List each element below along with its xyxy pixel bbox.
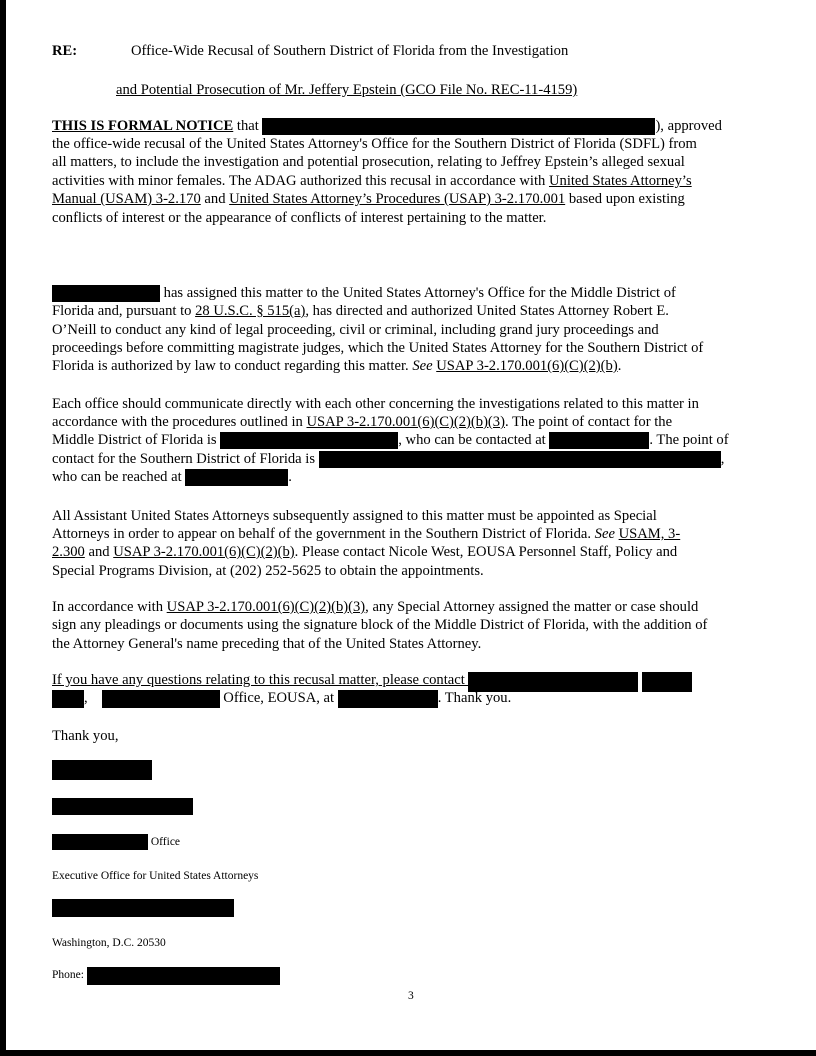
- p3-line-2: accordance with the procedures outlined in USAP 3-2.170.001(6)(C)(2)(b)(3). The point of contact for the: [52, 414, 673, 430]
- signature-city: Washington, D.C. 20530: [52, 937, 166, 949]
- usap-citation: United States Attorney’s Procedures (USAP) 3-2.170.001: [229, 191, 566, 207]
- redaction-block: [468, 672, 638, 692]
- signature-eousa: Executive Office for United States Attorneys: [52, 870, 259, 882]
- redaction-block: [185, 469, 288, 486]
- usam-link: United States Attorney’s: [548, 173, 692, 189]
- usap-citation: USAP 3-2.170.001(6)(C)(2)(b)(3): [166, 599, 366, 615]
- redaction-block: [52, 690, 84, 708]
- p6-line-1: If you have any questions relating to this recusal matter, please contact: [52, 672, 692, 692]
- usam-citation: Manual (USAM) 3-2.170: [52, 191, 201, 207]
- p1-line-2: the office-wide recusal of the United States Attorney's Office for the Southern District of Florida (SDFL) from: [52, 136, 697, 152]
- p3-line-3: Middle District of Florida is , who can be contacted at . The point of: [52, 432, 729, 448]
- p3-line-4: contact for the Southern District of Florida is ,: [52, 451, 725, 467]
- redaction-block: [52, 285, 160, 302]
- redaction-block: [52, 899, 234, 917]
- p1-line-4: activities with minor females. The ADAG authorized this recusal in accordance with United States Attorney’s: [52, 173, 692, 189]
- p3-line-1: Each office should communicate directly with each other concerning the investigations related to this matter in: [52, 396, 699, 412]
- redaction-block: [262, 118, 655, 135]
- p1-line-5: Manual (USAM) 3-2.170 and United States Attorney’s Procedures (USAP) 3-2.170.001 based upon existing: [52, 191, 685, 207]
- p2-line-5: Florida is authorized by law to conduct regarding this matter. See USAP 3-2.170.001(6)(C)(2)(b).: [52, 358, 622, 374]
- redaction-block: [642, 672, 692, 692]
- p5-line-3: the Attorney General's name preceding that of the United States Attorney.: [52, 636, 482, 652]
- re-subject-line-2: and Potential Prosecution of Mr. Jeffery Epstein (GCO File No. REC-11-4159): [116, 82, 578, 98]
- redaction-block: [549, 432, 649, 449]
- usc-citation: 28 U.S.C. § 515(a): [195, 303, 306, 319]
- formal-notice-heading: THIS IS FORMAL NOTICE: [52, 118, 234, 134]
- p4-line-1: All Assistant United States Attorneys subsequently assigned to this matter must be appointed as Special: [52, 508, 657, 524]
- usam-citation: USAM, 3-: [618, 526, 681, 542]
- usap-citation: USAP 3-2.170.001(6)(C)(2)(b)(3): [306, 414, 505, 430]
- redaction-block: [338, 690, 438, 708]
- p1-line-3: all matters, to include the investigation and potential prosecution, relating to Jeffrey Epstein’s alleged sexual: [52, 154, 685, 170]
- p4-line-3: 2.300 and USAP 3-2.170.001(6)(C)(2)(b). Please contact Nicole West, EOUSA Personnel Staff, Policy and: [52, 544, 678, 560]
- p2-line-1: has assigned this matter to the United States Attorney's Office for the Middle District of: [52, 285, 676, 302]
- p1-line-6: conflicts of interest or the appearance of conflicts of interest pertaining to the matter.: [52, 210, 547, 226]
- redaction-block: [52, 834, 148, 850]
- p4-line-2: Attorneys in order to appear on behalf of the government in the Southern District of Florida. See USAM, 3-: [52, 526, 681, 542]
- p2-line-4: proceedings before committing magistrate judges, which the United States Attorney for the Southern District of: [52, 340, 704, 356]
- re-subject-line-1: Office-Wide Recusal of Southern District of Florida from the Investigation: [131, 43, 569, 59]
- page-number: 3: [408, 990, 414, 1002]
- p4-line-4: Special Programs Division, at (202) 252-5625 to obtain the appointments.: [52, 563, 484, 579]
- redaction-block: [52, 798, 193, 815]
- redaction-block: [220, 432, 398, 449]
- redaction-block: [52, 760, 152, 780]
- usap-citation: USAP 3-2.170.001(6)(C)(2)(b): [436, 358, 618, 374]
- redaction-block: [87, 967, 280, 985]
- re-label: RE:: [52, 43, 78, 59]
- p3-line-5: who can be reached at .: [52, 469, 292, 485]
- signature-office-line: Office: [52, 834, 180, 850]
- p2-line-2: Florida and, pursuant to 28 U.S.C. § 515(a), has directed and authorized United States Attorney Robert E.: [52, 303, 669, 319]
- p6-line-2: , Office, EOUSA, at . Thank you.: [52, 690, 511, 708]
- usap-citation: USAP 3-2.170.001(6)(C)(2)(b): [113, 544, 295, 560]
- p2-line-3: O’Neill to conduct any kind of legal proceeding, civil or criminal, including grand jury proceedings and: [52, 322, 659, 338]
- closing: Thank you,: [52, 728, 119, 744]
- p1-line-1: THIS IS FORMAL NOTICE that ), approved: [52, 118, 722, 134]
- p5-line-2: sign any pleadings or documents using the signature block of the Middle District of Florida, with the addition of: [52, 617, 708, 633]
- signature-phone-line: Phone:: [52, 967, 280, 985]
- redaction-block: [319, 451, 721, 468]
- redaction-block: [102, 690, 220, 708]
- p5-line-1: In accordance with USAP 3-2.170.001(6)(C)(2)(b)(3), any Special Attorney assigned the matter or case should: [52, 599, 699, 615]
